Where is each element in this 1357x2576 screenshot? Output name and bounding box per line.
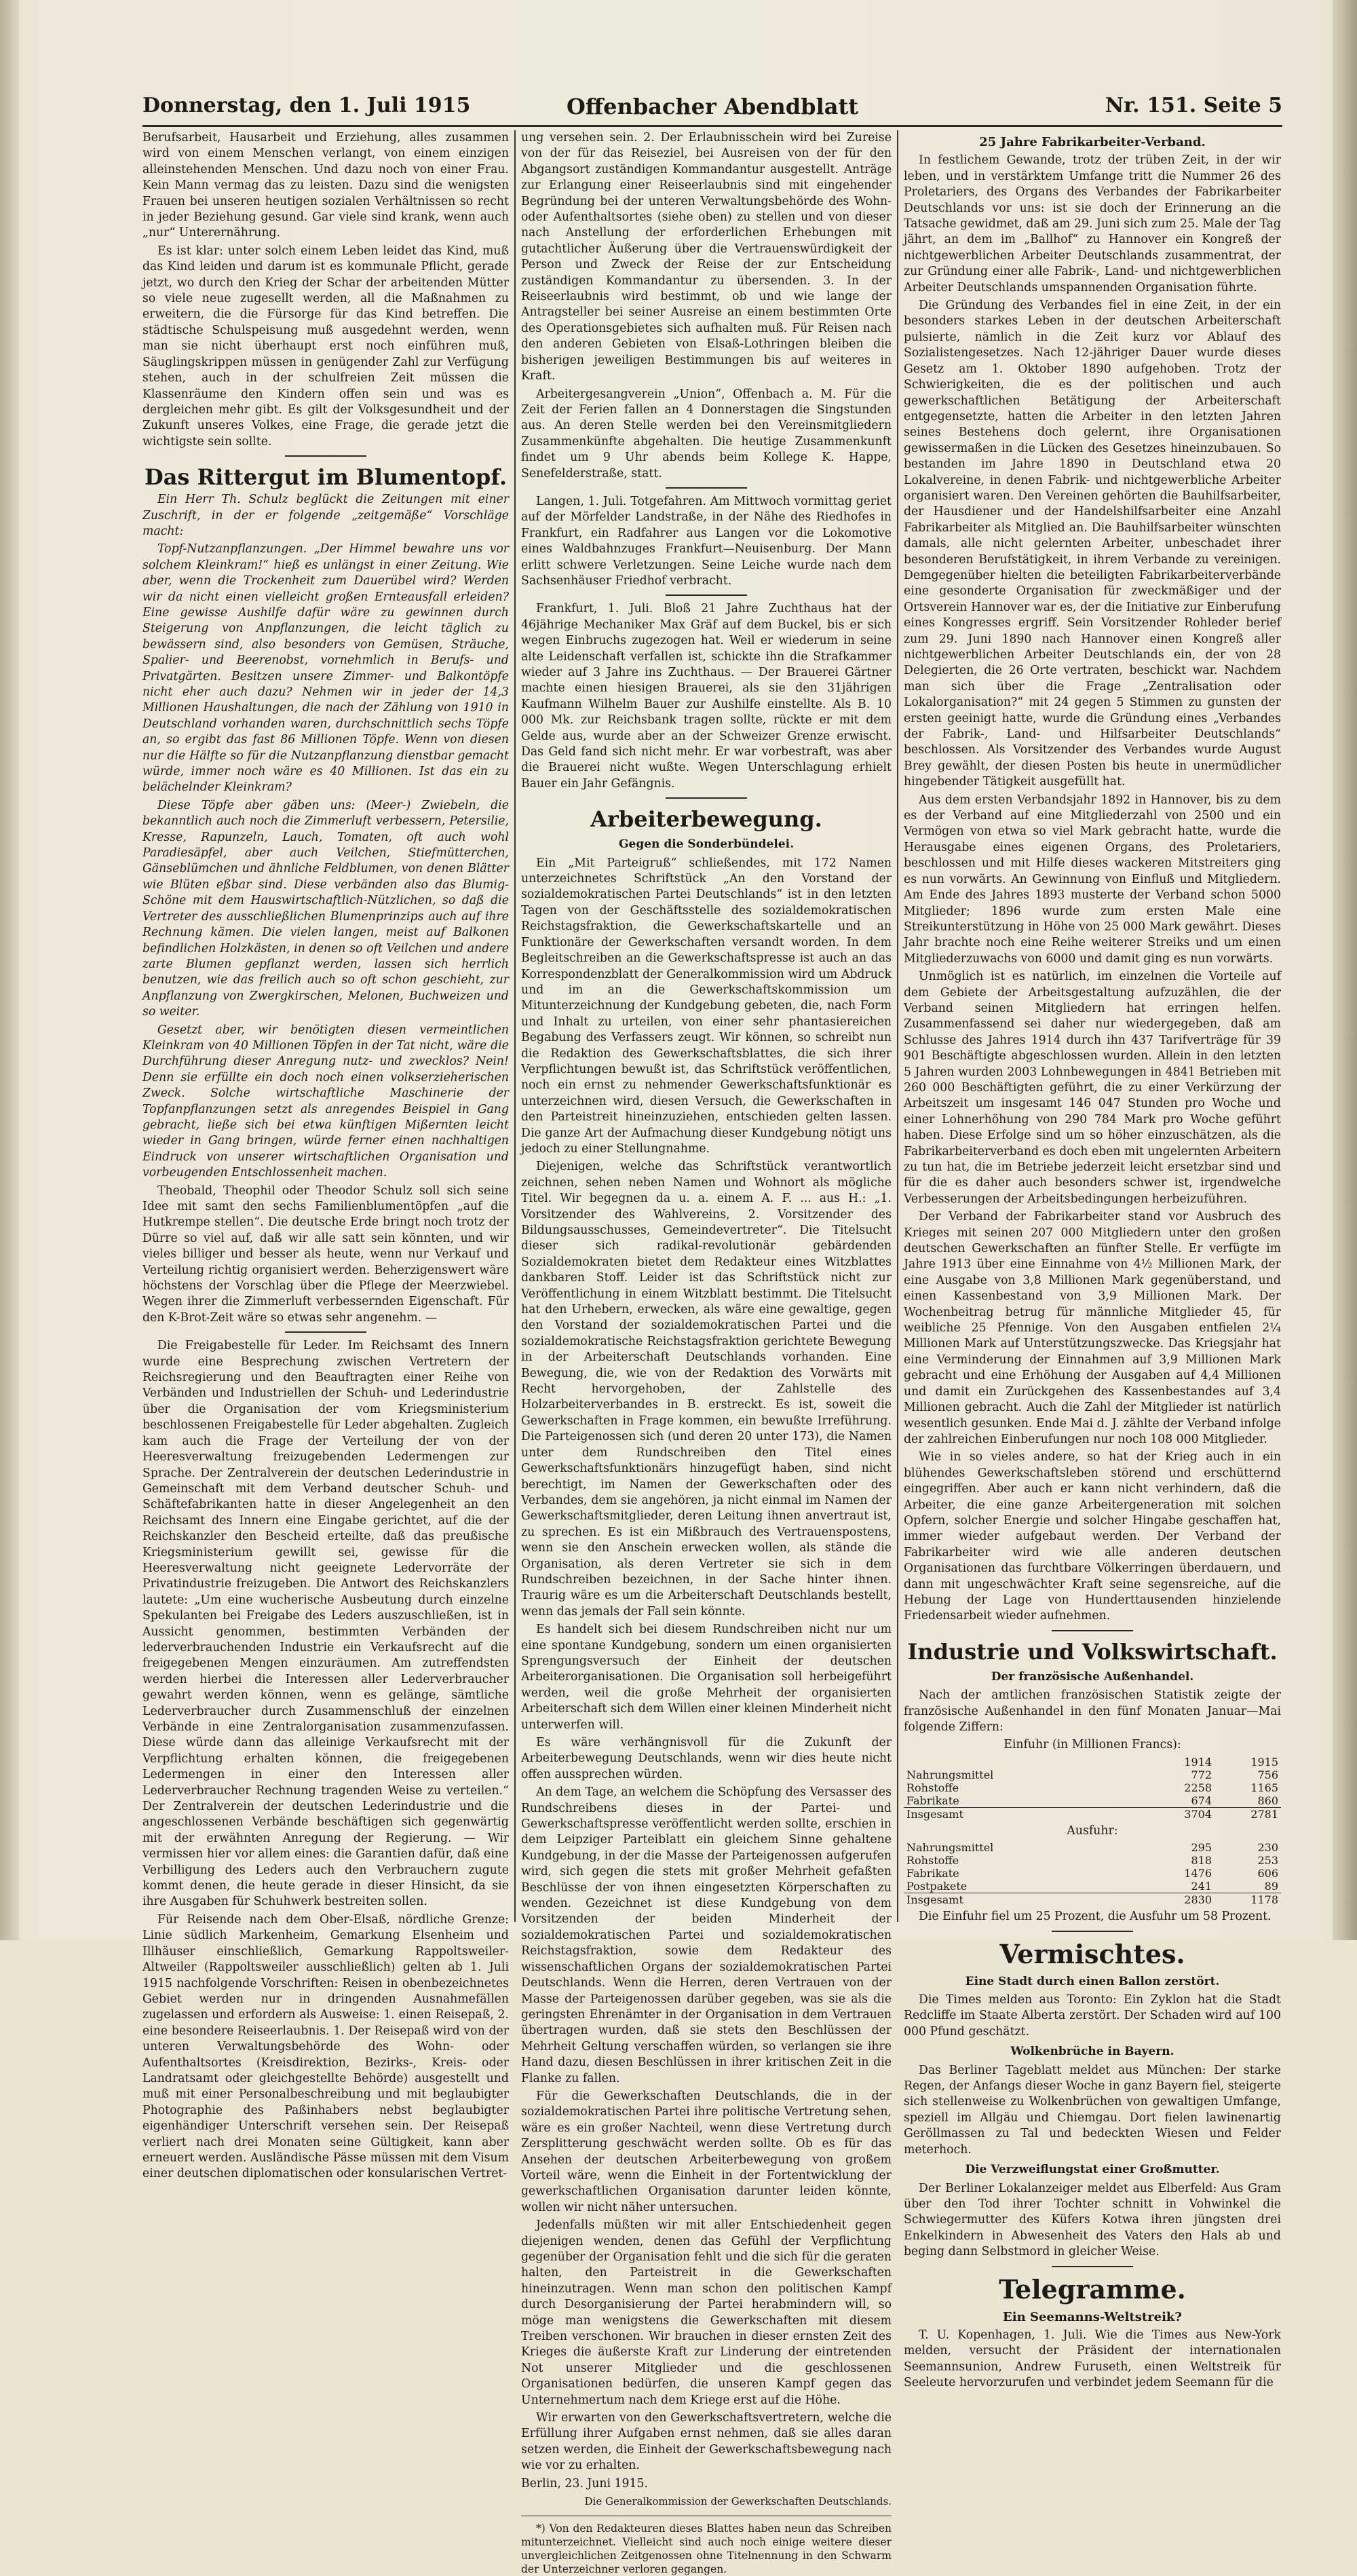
- table-row: [904, 1768, 1281, 1781]
- table-cell: Rohstoffe: [906, 1854, 959, 1868]
- column-1: [142, 130, 509, 2181]
- separator: [666, 487, 747, 489]
- table-row: [904, 1867, 1281, 1880]
- page-edge-right: [1333, 0, 1357, 1940]
- article-paragraph: Gesetzt aber, wir benötigten diesen vermeintlichen Kleinkram von 40 Millionen Töpfen in der Tat nicht, wäre die Durchführung dieser Anregung nutz- und zwecklos? Nein! Denn sie erfüllte ein doch noch einen volkserzieherischen Zweck. Solche wirtschaftliche Maschinerie der Topfanpflanzungen setzt als anregendes Beispiel in Gang gebracht, ließe sich bei etwa künftigen Mißernten leicht wieder in Gang bringen, würde ferner einen nachhaltigen Eindruck von unserer wirtschaftlichen Organisation und vorbeugenden Entschlossenheit machen.: [142, 1023, 509, 1180]
- table-cell: Postpakete: [906, 1880, 968, 1893]
- section-title: Arbeiterbewegung.: [590, 806, 822, 833]
- section-title: Vermischtes.: [999, 1938, 1185, 1969]
- article-paragraph: Nach der amtlichen französischen Statistik zeigte der französische Außenhandel in den fünf Monaten Januar—Mai folgende Ziffern:: [904, 1688, 1281, 1734]
- article-paragraph: Wie in so vieles andere, so hat der Krieg auch in ein blühendes Gewerkschaftsleben störend und erschütternd eingegriffen. Aber auch er kann nicht verhindern, daß die Arbeiter, die eine ganze Arbeitergeneration mit solchen Opfern, solcher Energie und solcher Hingabe geschaffen hat, immer wieder aufgebaut werden. Der Verband der Fabrikarbeiter wird wie alle anderen deutschen Organisationen das furchtbare Völkerringen überdauern, und dann mit ungeschwächter Kraft seine segensreiche, auf die Hebung der Lage von Hunderttausenden hinzielende Friedensarbeit wieder aufnehmen.: [904, 1450, 1281, 1623]
- header-issue: Nr. 151. Seite 5: [1105, 94, 1282, 117]
- page-header: [142, 87, 1282, 127]
- article-paragraph: Für Reisende nach dem Ober-Elsaß, nördliche Grenze: Linie südlich Markenheim, Gemarkung Elsenheim und Illhäuser einschließlich, Gemarkung Rappoltsweiler-Altweiler (Rappoltsweiler ausschließlich) gelten ab 1. Juli 1915 nachfolgende Vorschriften: Reisen in obenbezeichnetes Gebiet werden nur in dringenden Ausnahmefällen zugelassen und erfordern als Ausweise: 1. einen Reisepaß, 2. eine besondere Reiseerlaubnis. 1. Der Reisepaß wird von der unteren Verwaltungsbehörde des Wohn- oder Aufenthaltsortes (Kreisdirektion, Bezirks-, Kreis- oder Landratsamt oder gleichgestellte Behörde) ausgestellt und muß mit einer Personalbeschreibung und mit beglaubigter Photographie des Paßinhabers nebst beglaubigter eigenhändiger Unterschrift versehen sein. Der Reisepaß verliert nach drei Monaten seine Gültigkeit, kann aber erneuert werden. Ausländische Pässe müssen mit dem Visum einer deutschen diplomatischen oder konsularischen Vertret-: [142, 1912, 509, 2181]
- table-header-row: [904, 1756, 1281, 1768]
- section-title: Telegramme.: [999, 2273, 1186, 2305]
- separator: [1052, 1630, 1133, 1631]
- table-cell: Insgesamt: [904, 1807, 1148, 1821]
- article-title: 25 Jahre Fabrikarbeiter-Verband.: [979, 135, 1206, 149]
- article-paragraph: Die Times melden aus Toronto: Ein Zyklon hat die Stadt Redcliffe im Staate Alberta zerstört. Der Schaden wird auf 100 000 Pfund geschätzt.: [904, 1993, 1281, 2039]
- table-row: [904, 1880, 1281, 1893]
- article-paragraph: Das Berliner Tageblatt meldet aus München: Der starke Regen, der Anfangs dieser Woche in ganz Bayern fiel, steigerte sich stellenweise zu Wolkenbrüchen von gewaltigen Umfange, speziell im Allgäu und Chiemgau. Dort fielen lawinenartig Geröllmassen zu Tal und bedeckten Wiesen und Felder meterhoch.: [904, 2063, 1281, 2157]
- article-subtitle: Ein Seemanns-Weltstreik?: [1003, 2309, 1182, 2324]
- table-cell: 89: [1264, 1880, 1278, 1893]
- table-cell: 2830: [1148, 1893, 1215, 1907]
- article-paragraph: Wir erwarten von den Gewerkschaftsvertretern, welche die Erfüllung ihrer Aufgaben ernst nehmen, daß sie alles daran setzen werden, die Einheit der Gewerkschaftsbewegung nach wie vor zu erhalten.: [521, 2411, 892, 2473]
- table-cell: Nahrungsmittel: [906, 1768, 994, 1781]
- article-paragraph: In festlichem Gewande, trotz der trüben Zeit, in der wir leben, und in verstärktem Umfange tritt die Nummer 26 des Proletariers, des Organs des Verbandes der Fabrikarbeiter Deutschlands vor uns: ist sie doch der Erinnerung an die Tatsache gewidmet, daß am 29. Juni sich zum 25. Male der Tag jährt, an dem im „Ballhof“ zu Hannover ein Kongreß der nichtgewerblichen Arbeiter Deutschlands zusammentrat, der zur Gründung einer alle Fabrik-, Land- und nichtgewerblichen Arbeiter Deutschlands umspannenden Organisation führte.: [904, 153, 1281, 295]
- table-row: [904, 1841, 1281, 1854]
- article-paragraph: Es ist klar: unter solch einem Leben leidet das Kind, muß das Kind leiden und darum ist es kommunale Pflicht, gerade jetzt, wo durch den Krieg der Schar der arbeitenden Mütter so viele neue zugesellt werden, all die Maßnahmen zu erweitern, die die Fürsorge für das Kind betreffen. Die städtische Schulspeisung muß ausgedehnt werden, wenn man sie nicht überhaupt erst noch einführen muß, Säuglingskrippen müssen in genügender Zahl zur Verfügung stehen, auch in der schulfreien Zeit müssen die Klassenräume den Kindern offen sein und was es dergleichen mehr gibt. Es gilt der Volksgesundheit und der Zukunft unseres Volkes, eine Frage, die gerade jetzt die wichtigste sein sollte.: [142, 244, 509, 449]
- table-cell: 772: [1191, 1768, 1212, 1781]
- column-2: [521, 130, 892, 2575]
- article-paragraph: Topf-Nutzanpflanzungen. „Der Himmel bewahre uns vor solchem Kleinkram!“ hieß es unlängst in einer Zeitung. Wie aber, wenn die Trockenheit zum Dauerübel wird? Werden wir da nicht einen vielleicht großen Ernteausfall erleiden? Eine gewisse Aushilfe dafür wäre zu gewinnen durch Steigerung von Anpflanzungen, die leicht täglich zu bewässern sind, also besonders von Gemüsen, Sträuche, Spalier- und Beerenobst, vornehmlich in Berufs- und Privatgärten. Besitzen unsere Zimmer- und Balkontöpfe nicht eher auch dazu? Nehmen wir in jeder der 14,3 Millionen Haushaltungen, die nach der Zählung von 1910 in Deutschland vorhanden waren, durchschnittlich sechs Töpfe an, so ergibt das fast 86 Millionen Töpfe. Wenn von diesen nur die Hälfte so für die Nutzanpflanzung dienstbar gemacht würde, immer noch wäre es 40 Millionen. Ist das ein zu belächelnder Kleinkram?: [142, 542, 509, 795]
- table-cell: 2258: [1184, 1781, 1212, 1794]
- footnote: *) Von den Redakteuren dieses Blattes haben neun das Schreiben mitunterzeichnet. Vielleicht sind auch noch einige weitere dieser unvergleichlichen Zeitgenossen ohne Titelnennung in den Schwarm der Unterzeichner verloren gegangen.: [521, 2522, 892, 2575]
- signature-organization: Die Generalkommission der Gewerkschaften Deutschlands.: [584, 2495, 892, 2508]
- separator: [285, 1331, 366, 1333]
- table-header-cell: 1915: [1250, 1755, 1278, 1768]
- article-paragraph: Langen, 1. Juli. Totgefahren. Am Mittwoch vormittag geriet auf der Mörfelder Landstraße, in der Nähe des Riedhofes in Frankfurt, ein Radfahrer aus Langen vor die Lokomotive eines Waldbahnzuges Frankfurt—Neuisenburg. Der Mann erlitt schwere Verletzungen. Seine Leiche wurde nach dem Sachsenhäuser Friedhof verbracht.: [521, 494, 892, 588]
- column-rule: [514, 130, 516, 1922]
- article-paragraph: Ein „Mit Parteigruß“ schließendes, mit 172 Namen unterzeichnetes Schriftstück „An den Vorstand der sozialdemokratischen Partei Deutschlands“ ist in den letzten Tagen von der Geschäftsstelle des sozialdemokratischen Reichstagsfraktion, die Gewerkschaftskartelle und an Funktionäre der Gewerkschaften versandt worden. In dem Begleitschreiben an die Gewerkschaftspresse ist auch an das Korrespondenzblatt der Generalkommission wird um Abdruck und im an die Gewerkschaftskommission um Mitunterzeichnung der Kundgebung gebeten, die, nach Form und Inhalt zu urteilen, von einer sehr phantasiereichen Begabung des Verfassers zeugt. Wir können, so schreibt nun die Redaktion des Gewerkschaftsblattes, die sich ihrer Verpflichtungen bewußt ist, das Schriftstück veröffentlichen, noch ein ernst zu nehmender Gewerkschaftsfunktionär es unterzeichnen wird, diesen Versuch, die Gewerkschaften in den Parteistreit hineinzuziehen, entschieden gelten lassen. Die ganze Art der Aufmachung dieser Kundgebung nötigt uns jedoch zu einer Stellungnahme.: [521, 856, 892, 1156]
- table-cell: Nahrungsmittel: [906, 1841, 994, 1855]
- article-paragraph: Die Einfuhr fiel um 25 Prozent, die Ausfuhr um 58 Prozent.: [919, 1910, 1272, 1924]
- article-paragraph: T. U. Kopenhagen, 1. Juli. Wie die Times aus New-York melden, versucht der Präsident der internationalen Seemannsunion, Andrew Furuseth, einen Weltstreik für Seeleute hervorzurufen und verbindet jedem Seemann für die: [904, 2328, 1281, 2390]
- article-paragraph: Diese Töpfe aber gäben uns: (Meer-) Zwiebeln, die bekanntlich auch noch die Zimmerluft verbessern, Petersilie, Kresse, Rapunzeln, Lauch, Tomaten, oft auch wohl Paradiesäpfel, aber auch Veilchen, Stiefmütterchen, Gänseblümchen und ähnliche Feldblumen, von denen Blätter wie Blüten eßbar sind. Diese verbänden also das Blumig-Schöne mit dem Hauswirtschaftlich-Nützlichen, so daß die Vertreter des ausschließlichen Blumenprinzips auch auf ihre Rechnung kämen. Die vielen langen, meist auf Balkonen befindlichen Holzkästen, in denen so oft Veilchen und andere zarte Blumen gepflanzt werden, lassen sich herrlich benutzen, wie das freilich auch so oft schon geschieht, zur Anpflanzung von Zwergkirschen, Melonen, Buchweizen und so weiter.: [142, 798, 509, 1019]
- article-paragraph: Berufsarbeit, Hausarbeit und Erziehung, alles zusammen wird von einem Menschen verlangt, von einem einzigen alleinstehenden Menschen. Und dazu noch von einer Frau. Kein Mann vermag das zu leisten. Dazu sind die wenigsten Frauen bei unseren heutigen sozialen Verhältnissen so recht in jeder Beziehung gesund. Gar viele sind krank, wenn auch „nur“ Unterernährung.: [142, 131, 509, 240]
- article-paragraph: Aus dem ersten Verbandsjahr 1892 in Hannover, bis zu dem es der Verband auf eine Mitgliederzahl von 2500 und ein Vermögen von etwa so viel Mark gebracht hatte, wurde die Herausgabe eines eigenen Organs, des Proletariers, beschlossen und mit Hilfe dieses wackeren Mitstreiters ging es nun vorwärts. An Gewinnung von Einfluß und Mitgliedern. Am Ende des Jahres 1893 musterte der Verband schon 5000 Mitglieder; 1896 wurde zum ersten Male eine Streikunterstützung in Höhe von 25 000 Mark gewährt. Dieses Jahr brachte noch eine Reihe weiterer Streiks und um einen Mitgliederzuwachs von 6000 und damit ging es nun vorwärts.: [904, 793, 1281, 966]
- separator: [666, 594, 747, 596]
- table-total-row: [904, 1807, 1281, 1821]
- table-row: [904, 1854, 1281, 1867]
- separator: [666, 797, 747, 799]
- separator: [1052, 2266, 1133, 2267]
- table-cell: 253: [1257, 1854, 1278, 1868]
- separator: [1052, 1931, 1133, 1932]
- article-paragraph: Der Berliner Lokalanzeiger meldet aus Elberfeld: Aus Gram über den Tod ihrer Tochter schnitt in Vohwinkel die Schwiegermutter des Küfers Kotwa ihren jüngsten drei Enkelkindern in Abwesenheit des Vaters den Hals ab und beging dann Selbstmord in gleicher Weise.: [904, 2181, 1281, 2259]
- table-cell: 818: [1191, 1854, 1212, 1868]
- article-paragraph: Diejenigen, welche das Schriftstück verantwortlich zeichnen, sehen neben Namen und Wohnort als mögliche Titel. Wir begegnen da u. a. einem A. F. ... aus H.: „1. Vorsitzender des Wahlvereins, 2. Vorsitzender des Bildungsausschusses, Gemeindevertreter“. Die Titelsucht dieser sich radikal-revolutionär gebärdenden Sozialdemokraten bietet dem Redakteur eines Witzblattes dankbaren Stoff. Leider ist das Schriftstück nicht zur Veröffentlichung in einem Witzblatt bestimmt. Die Titelsucht hat den Urhebern, erwecken, als wäre eine gewaltige, gegen den Vorstand der sozialdemokratischen Partei und die sozialdemokratische Reichstagsfraktion gerichtete Bewegung in der Arbeiterschaft Deutschlands vorhanden. Eine Bewegung, die, wie von der Redaktion des Vorwärts mit Recht hervorgehoben, der Zahlstelle des Holzarbeiterverbandes in B. erstreckt. Es ist, soweit die Gewerkschaften in Frage kommen, ein bewußte Irreführung. Die Parteigenossen sich (und deren 20 unter 173), die Namen unter dem Rundschreiben den Titel eines Gewerkschaftsfunktionärs hinzugefügt haben, sind nicht berechtigt, im Namen der Gewerkschaften oder des Verbandes, dem sie angehören, ja nicht einmal im Namen der Gewerkschaftsmitglieder, deren Leitung ihnen anvertraut ist, zu sprechen. Es ist ein Mißbrauch des Vertrauenspostens, wenn sie den Anschein erwecken wollen, als stände die Organisation, als deren Vertreter sie sich in dem Rundschreiben bezeichnen, in der Sache hinter ihnen. Traurig wäre es um die Arbeiterschaft Deutschlands bestellt, wenn das jemals der Fall sein könnte.: [521, 1160, 892, 1618]
- table-caption: Einfuhr (in Millionen Francs):: [1004, 1738, 1181, 1752]
- table-cell: 1178: [1215, 1893, 1281, 1907]
- table-header-cell: 1914: [1184, 1755, 1212, 1768]
- article-paragraph: Es handelt sich bei diesem Rundschreiben nicht nur um eine spontane Kundgebung, sondern um einen organisierten Sprengungsversuch der Einheit der deutschen Arbeiterorganisationen. Die Organisation soll herbeigeführt werden, weil die große Mehrheit der organisierten Arbeiterschaft sich dem Willen einer kleinen Minderheit nicht unterwerfen will.: [521, 1623, 892, 1732]
- table-cell: 606: [1257, 1867, 1278, 1880]
- article-paragraph: Die Gründung des Verbandes fiel in eine Zeit, in der ein besonders starkes Leben in der deutschen Arbeiterschaft pulsierte, nämlich in die Zeit kurz vor Ablauf des Sozialistengesetzes. Nach 12-jähriger Dauer wurde dieses Gesetz am 1. Oktober 1890 aufgehoben. Trotz der Schwierigkeiten, die es der politischen und auch gewerkschaftlichen Betätigung der Arbeiterschaft entgegensetzte, hatten die Arbeiter in den letzten Jahren seines Bestehens doch gelernt, ihre Organisationen gewissermaßen in die Lücken des Gesetzes hineinzubauen. So bestanden im Jahre 1890 in Deutschland etwa 20 Lokalvereine, in denen Fabrik- und nichtgewerbliche Arbeiter organisiert waren. Den Vereinen gehörten die Bauhilfsarbeiter, der Hausdiener und der Handelshilfsarbeiter eine Anzahl Fabrikarbeiter als Mitglied an. Die Bauhilfsarbeiter wünschten damals, alle nicht gelernten Arbeiter, unbeschadet ihrer besonderen Berufstätigkeit, in ihrem Verbande zu vereinigen. Demgegenüber hielten die beteiligten Fabrikarbeiterverbände eine gesonderte Organisation für zweckmäßiger und der Ortsverein Hannover war es, der die Initiative zur Einberufung eines Kongresses ergriff. Sein Vorsitzender Rohleder berief zum 29. Juni 1890 nach Hannover einen Kongreß aller nichtgewerblichen Arbeiter Deutschlands ein, der von 28 Delegierten, die 26 Orte vertraten, beschickt war. Nachdem man sich über die Frage „Zentralisation oder Lokalorganisation?“ mit 24 gegen 5 Stimmen zu gunsten der ersten geeinigt hatte, wurde die Gründung eines „Verbandes der Fabrik-, Land- und Hilfsarbeiter Deutschlands“ beschlossen. Als Vorsitzender des Verbandes wurde August Brey gewählt, der diesen Posten bis heute in unermüdlicher hingebender Tätigkeit ausgefüllt hat.: [904, 299, 1281, 789]
- table-cell: Rohstoffe: [906, 1781, 959, 1794]
- table-cell: 2781: [1215, 1807, 1281, 1821]
- article-paragraph: Unmöglich ist es natürlich, im einzelnen die Vorteile auf dem Gebiete der Arbeitsgestaltung aufzuzählen, die der Verband seinen Mitgliedern hat erringen helfen. Zusammenfassend sei daher nur wiedergegeben, daß am Schlusse des Jahres 1914 durch ihn 437 Tarifverträge für 39 901 Beschäftigte abgeschlossen wurden. Allein in den letzten 5 Jahren wurden 2003 Lohnbewegungen in 4841 Betrieben mit 260 000 Beschäftigten geführt, die zu einer Verkürzung der Arbeitszeit um insgesamt 146 047 Stunden pro Woche und einer Lohnerhöhung von 290 784 Mark pro Woche geführt haben. Diese Erfolge sind um so höher einzuschätzen, als die Fabrikarbeiterverband es doch eben mit ungelernten Arbeitern zu tun hat, die im Betriebe jederzeit leicht ersetzbar sind und für die es daher auch besonders schwer ist, irgendwelche Verbesserungen der Arbeitsbedingungen herbeizuführen.: [904, 970, 1282, 1206]
- header-paper-name: Offenbacher Abendblatt: [566, 94, 858, 119]
- column-rule: [897, 130, 898, 1922]
- page-edge-left: [0, 0, 19, 1940]
- header-date: Donnerstag, den 1. Juli 1915: [142, 94, 471, 117]
- article-title: Das Rittergut im Blumentopf.: [144, 464, 508, 491]
- article-paragraph: Jedenfalls müßten wir mit aller Entschiedenheit gegen diejenigen wenden, denen das Gefühl der Verpflichtung gegenüber der Organisation fehlt und die sich für die geraten halten, den Parteistreit in die Gewerkschaften hineinzutragen. Wenn man schon den politischen Kampf durch Desorganisierung der Partei herabmindern will, so möge man wenigstens die Gewerkschaften mit diesem Treiben verschonen. Wir brauchen in dieser ernsten Zeit des Krieges die äußerste Kraft zur Linderung der eintretenden Not unserer Mitglieder und die geschlossenen Organisationen bedürfen, die unseren Kampf gegen das Unternehmertum nach dem Kriege erst auf die Höhe.: [521, 2218, 892, 2407]
- article-paragraph: Frankfurt, 1. Juli. Bloß 21 Jahre Zuchthaus hat der 46jährige Mechaniker Max Gräf auf dem Buckel, bis er sich wegen Einbruchs zugezogen hat. Weil er wiederum in seine alte Leidenschaft verfallen ist, schickte ihn die Strafkammer wieder auf 3 Jahre ins Zuchthaus. — Der Brauerei Gärtner machte einen hiesigen Brauerei, als sie den 31jährigen Kaufmann Wilhelm Bauer zur Aushilfe einstellte. Als B. 10 000 Mk. zur Reichsbank tragen sollte, rückte er mit dem Gelde aus, wurde aber an der Schweizer Grenze erwischt. Das Geld fand sich nicht mehr. Er war vorbestraft, was aber die Brauerei nicht wußte. Wegen Unterschlagung erhielt Bauer ein Jahr Gefängnis.: [521, 602, 892, 791]
- table-total-row: [904, 1893, 1281, 1907]
- section-title: Industrie und Volkswirtschaft.: [907, 1638, 1278, 1665]
- einfuhr-table: [904, 1756, 1281, 1821]
- table-cell: 241: [1191, 1880, 1212, 1893]
- table-row: [904, 1781, 1281, 1794]
- table-caption: Ausfuhr:: [1067, 1823, 1118, 1838]
- article-paragraph: ung versehen sein. 2. Der Erlaubnisschein wird bei Zureise von der für das Reiseziel, bei Ausreisen von der für den Abgangsort zuständigen Kommandantur ausgestellt. Anträge zur Erlangung einer Reiseerlaubnis sind mit eingehender Begründung bei der unteren Verwaltungsbehörde des Wohn- oder Aufenthaltsortes (siehe oben) zu stellen und von dieser nach Anstellung der erforderlichen Erhebungen mit gutachtlicher Äußerung über die Vertrauenswürdigkeit der Person und Zweck der Reise der zur Entscheidung zuständigen Kommandantur zu übersenden. 3. In der Reiseerlaubnis wird bestimmt, ob und wie lange der Antragsteller bei seiner Ausreise an einem bestimmten Orte des Operationsgebietes sich aufhalten muß. Für Reisen nach den anderen Gebieten von Elsaß-Lothringen bleiben die bisherigen jeweiligen Bestimmungen bis auf weiteres in Kraft.: [521, 131, 892, 383]
- table-cell: 756: [1257, 1768, 1278, 1781]
- table-cell: Insgesamt: [904, 1893, 1148, 1907]
- article-paragraph: Es wäre verhängnisvoll für die Zukunft der Arbeiterbewegung Deutschlands, wenn wir dies heute nicht offen aussprechen würden.: [521, 1736, 892, 1781]
- table-cell: 860: [1257, 1794, 1278, 1807]
- article-paragraph: Die Freigabestelle für Leder. Im Reichsamt des Innern wurde eine Besprechung zwischen Vertretern der Reichsregierung und den Beauftragten einer Reihe von Verbänden und Industriellen der Schuh- und Lederindustrie über die Organisation der vom Kriegsministerium beschlossenen Freigabestelle für Leder abgehalten. Zugleich kam auch die Frage der Verteilung der von der Heeresverwaltung freizugebenden Ledermengen zur Sprache. Der Zentralverein der deutschen Lederindustrie in Gemeinschaft mit dem Verband deutscher Schuh- und Schäftefabrikanten hatte in dieser Angelegenheit an den Reichsamt des Innern eine Eingabe gerichtet, auf die der Reichskanzler den Bescheid erteilte, daß das preußische Kriegsministerium gewillt sei, gewisse für die Heeresverwaltung nicht geeignete Ledervorräte der Privatindustrie freizugeben. Die Antwort des Reichskanzlers lautete: „Um eine wucherische Ausbeutung durch einzelne Spekulanten bei Freigabe des Leders auszuschließen, ist in Aussicht genommen, bestimmten Verbänden der lederverbrauchenden Industrie ein Verkaufsrecht auf die freigegebenen Mengen einzuräumen. Am zutreffendsten werden hierbei die Interessen aller Lederverbraucher gewahrt werden können, wenn es gelänge, sämtliche Lederverbraucher durch Zusammenschluß der einzelnen Verbände in eine Zentralorganisation zusammenzufassen. Diese würde dann das alleinige Verkaufsrecht mit der Verpflichtung erhalten können, die freigegebenen Ledermengen in einer den Interessen aller Lederverbraucher Rechnung tragenden Weise zu verteilen.“ Der Zentralverein der deutschen Lederindustrie und die angeschlossenen Verbände beschäftigen sich gegenwärtig mit der erwähnten Anregung der Regierung. — Wir vermissen hier vor allem eines: die Garantien dafür, daß eine Verbilligung des Leders auch den Verbrauchern zugute kommt denen, die heute gerade in dieser Hinsicht, da sie ihre Ausgaben für Schuhwerk bestreiten sollen.: [142, 1339, 509, 1909]
- article-subtitle: Gegen die Sonderbündelei.: [619, 837, 794, 852]
- table-cell: 1476: [1184, 1867, 1212, 1880]
- table-cell: Fabrikate: [906, 1867, 959, 1880]
- article-paragraph: An dem Tage, an welchem die Schöpfung des Versasser des Rundschreibens dieses in der Partei- und Gewerkschaftspresse veröffentlicht werden sollte, erschien in dem Leipziger Parteiblatt ein gleichem Sinne gehaltene Kundgebung, in der die Masse der Parteigenossen aufgerufen wird, sich gegen die stets mit großer Mehrheit gefaßten Beschlüsse der von ihnen eingesetzten Körperschaften zu wenden. Gezeichnet ist diese Kundgebung von dem Vorsitzenden der beiden Minderheit der sozialdemokratischen Partei und sozialdemokratischen Reichstagsfraktion, sowie dem Redakteur des wissenschaftlichen Organs der sozialdemokratischen Partei Deutschlands. Wenn die Herren, deren Vertrauen von der Masse der Parteigenossen darüber gegeben, was sie als die geringsten Ehrenämter in der Organisation in dem Vertrauen übertragen wurden, daß sie stets den Beschlüssen der Mehrheit Geltung verschaffen würden, so verlangen sie ihre Hand dazu, diesen Beschlüssen in ihrer kritischen Zeit in die Flanke zu fallen.: [521, 1785, 892, 2085]
- table-cell: 674: [1191, 1794, 1212, 1807]
- signature-place: Berlin, 23. Juni 1915.: [521, 2476, 649, 2490]
- article-paragraph: Ein Herr Th. Schulz beglückt die Zeitungen mit einer Zuschrift, in der er folgende „zeitgemäße“ Vorschläge macht:: [142, 493, 509, 538]
- table-cell: 230: [1257, 1841, 1278, 1855]
- table-row: [904, 1794, 1281, 1808]
- separator: [285, 455, 366, 457]
- table-cell: 295: [1191, 1841, 1212, 1855]
- article-paragraph: Theobald, Theophil oder Theodor Schulz soll sich seine Idee mit samt den sechs Familienblumentöpfen „auf die Hutkrempe stellen“. Die deutsche Erde bringt noch trotz der Dürre so viel auf, daß wir alle satt sein könnten, und wir vieles billiger und besser als heute, wenn nur Verkauf und Verteilung richtig organisiert werden. Beherzigenswert wäre höchstens der Vorschlag über die Pflege der Meerzwiebel. Wegen ihrer die Zimmerluft verbessernden Eigenschaft. Für den K-Brot-Zeit wäre so etwas sehr angenehm. —: [142, 1183, 509, 1325]
- table-cell: Fabrikate: [906, 1794, 959, 1807]
- article-subtitle: Wolkenbrüche in Bayern.: [1010, 2045, 1174, 2059]
- article-paragraph: Der Verband der Fabrikarbeiter stand vor Ausbruch des Krieges mit seinen 207 000 Mitgliedern unter den großen deutschen Gewerkschaften an fünfter Stelle. Er verfügte im Jahre 1913 über eine Einnahme von 4½ Millionen Mark, der eine Ausgabe von 3,8 Millionen Mark gegenüberstand, und einen Kassenbestand von 3,9 Millionen Mark. Der Wochenbeitrag betrug für männliche Mitglieder 45, für weibliche 25 Pfennige. Von den Ausgaben entfielen 2¼ Millionen Mark auf Unterstützungszwecke. Das Kriegsjahr hat eine Verminderung der Einnahmen auf 3,9 Millionen Mark gebracht und eine Erhöhung der Ausgaben auf 4,4 Millionen und damit ein Zurückgehen des Kassenbestandes auf 3,4 Millionen gebracht. Auch die Zahl der Mitglieder ist natürlich wesentlich gesunken. Ende Mai d. J. zählte der Verband infolge der zahlreichen Einberufungen nur noch 108 000 Mitglieder.: [904, 1210, 1281, 1446]
- ausfuhr-table: [904, 1841, 1281, 1906]
- column-3: [904, 130, 1282, 2390]
- article-paragraph: Für die Gewerkschaften Deutschlands, die in der sozialdemokratischen Partei ihre politische Vertretung sehen, wäre es ein großer Nachteil, wenn diese Vertretung durch Zersplitterung geschwächt werden sollte. Ob es für das Ansehen der deutschen Arbeiterbewegung von großem Vorteil wäre, wenn die Einheit in der Fortentwicklung der gewerkschaftlichen Organisation darunter leiden könnte, wollen wir nicht näher untersuchen.: [521, 2089, 892, 2214]
- article-subtitle: Der französische Außenhandel.: [991, 1669, 1194, 1684]
- article-subtitle: Eine Stadt durch einen Ballon zerstört.: [965, 1974, 1220, 1988]
- article-subtitle: Die Verzweiflungstat einer Großmutter.: [965, 2163, 1220, 2177]
- table-cell: 1165: [1250, 1781, 1278, 1794]
- article-paragraph: Arbeitergesangverein „Union“, Offenbach a. M. Für die Zeit der Ferien fallen an 4 Donnerstagen die Singstunden aus. An deren Stelle werden bei den Vereinsmitgliedern Zusammenkünfte abgehalten. Die heutige Zusammenkunft findet um 9 Uhr abends beim Kollege K. Happe, Senefelderstraße, statt.: [521, 387, 892, 480]
- table-cell: 3704: [1148, 1807, 1215, 1821]
